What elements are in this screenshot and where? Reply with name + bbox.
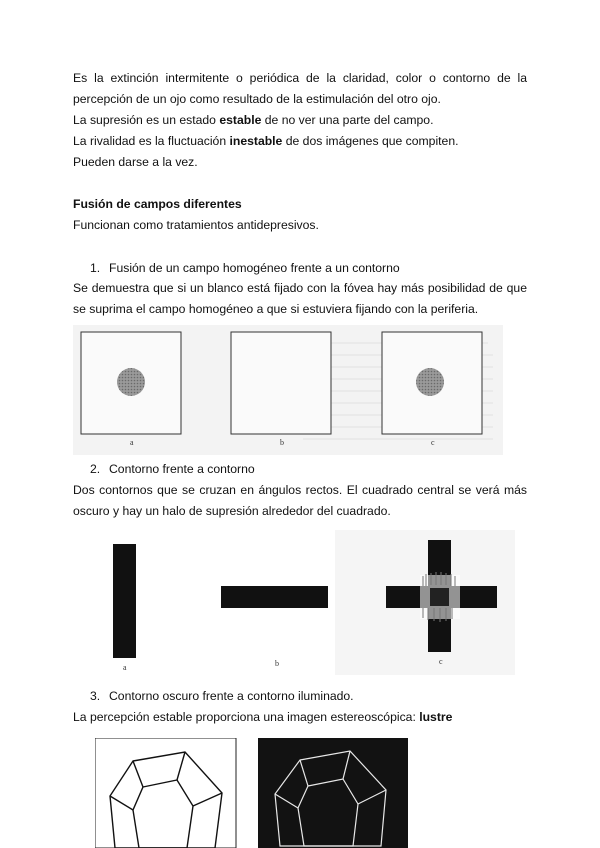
suppression-definition: La supresión es un estado estable de no ver una parte del campo.	[73, 113, 434, 127]
figure-1-disk-a	[117, 368, 145, 396]
figure-2-horizontal-bar	[221, 586, 328, 608]
figure-1-label-c: c	[431, 438, 435, 447]
list-item-2-body: Dos contornos que se cruzan en ángulos rectos. El cuadrado central se verá más oscuro y hay un halo de supresión alrededor del cuadrado.	[73, 483, 527, 518]
figure-2-label-a: a	[123, 663, 127, 672]
figure-1-label-a: a	[130, 438, 134, 447]
list-item-2: 2. Contorno frente a contorno	[90, 462, 255, 476]
section-heading: Fusión de campos diferentes	[73, 197, 242, 211]
list-item-3-body: La percepción estable proporciona una imagen estereoscópica: lustre	[73, 710, 453, 724]
intro-paragraph: Es la extinción intermitente o periódica de la claridad, color o contorno de la percepción de un ojo como resultado de la estimulación del otro ojo.	[73, 71, 527, 106]
figure-1-label-b: b	[280, 438, 284, 447]
list-item-3: 3. Contorno oscuro frente a contorno iluminado.	[90, 689, 354, 703]
figure-1-disk-c	[416, 368, 444, 396]
list-item-1-body: Se demuestra que si un blanco está fijado con la fóvea hay más posibilidad de que se suprima el campo homogéneo a que si estuviera fijando con la periferia.	[73, 281, 527, 316]
figure-dodecahedron-pair	[95, 738, 415, 848]
rivalry-definition: La rivalidad es la fluctuación inestable de dos imágenes que compiten.	[73, 134, 459, 148]
figure-2-label-c: c	[439, 657, 443, 666]
figure-1-panel-b	[231, 332, 331, 434]
list-item-1: 1. Fusión de un campo homogéneo frente a un contorno	[90, 261, 400, 275]
both-statement: Pueden darse a la vez.	[73, 155, 198, 169]
figure-contour-contour	[105, 530, 515, 675]
figure-2-label-b: b	[275, 659, 279, 668]
figure-2-vertical-bar	[113, 544, 136, 658]
section-subtitle: Funcionan como tratamientos antidepresivos.	[73, 218, 319, 232]
figure-homogeneous-field	[73, 325, 503, 455]
figure-3-light-panel	[95, 738, 236, 848]
